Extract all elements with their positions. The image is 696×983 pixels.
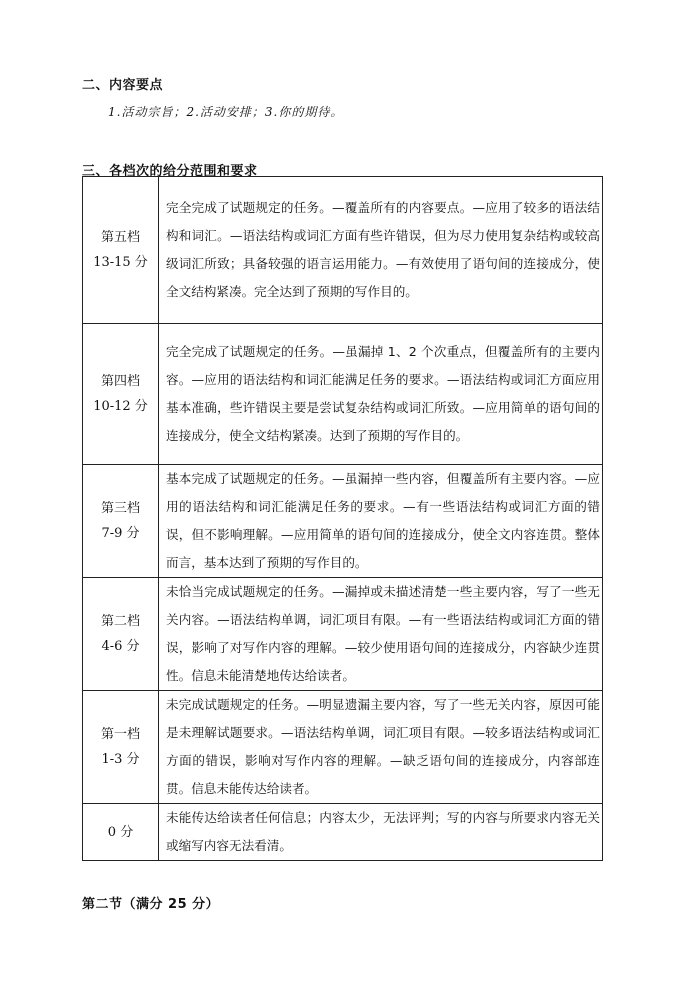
level-name: 第二档	[100, 614, 140, 629]
level-cell	[83, 465, 159, 578]
table-row	[83, 691, 603, 804]
level-cell	[83, 324, 159, 465]
level-name: 第三档	[100, 501, 140, 516]
level-cell	[83, 578, 159, 691]
level-description: 未完成试题规定的任务。—明显遗漏主要内容，写了一些无关内容，原因可能是未理解试题要求。—语法结构单调，词汇项目有限。—较多语法结构或词汇方面的错误，影响对写作内容的理解。—缺乏语句间的连接成分，内容部连贯。信息未能传达给读者。	[159, 691, 603, 804]
level-range: 10-12 分	[93, 399, 148, 414]
level-description: 未能传达给读者任何信息；内容太少，无法评判；写的内容与所要求内容无关或缩写内容无法看清。	[159, 804, 603, 861]
table-row	[83, 177, 603, 324]
table-row	[83, 465, 603, 578]
level-cell	[83, 691, 159, 804]
table-row	[83, 804, 603, 861]
level-cell	[83, 804, 159, 861]
level-range: 13-15 分	[93, 255, 148, 270]
level-description: 完全完成了试题规定的任务。—覆盖所有的内容要点。—应用了较多的语法结构和词汇。—语法结构或词汇方面有些许错误，但为尽力使用复杂结构或较高级词汇所致；具备较强的语言运用能力。—有效使用了语句间的连接成分，使全文结构紧凑。完全达到了预期的写作目的。	[159, 177, 603, 324]
level-cell	[83, 177, 159, 324]
section-heading-part-two: 第二节（满分 25 分）	[82, 897, 220, 912]
level-range: 7-9 分	[101, 526, 140, 541]
table-row	[83, 324, 603, 465]
level-name: 第四档	[100, 374, 140, 389]
level-range: 4-6 分	[101, 639, 140, 654]
level-description: 完全完成了试题规定的任务。—虽漏掉 1、2 个次重点，但覆盖所有的主要内容。—应用的语法结构和词汇能满足任务的要求。—语法结构或词汇方面应用基本准确，些许错误主要是尝试复杂结构或词汇所致。—应用简单的语句间的连接成分，使全文结构紧凑。达到了预期的写作目的。	[159, 324, 603, 465]
level-name: 第五档	[100, 230, 140, 245]
table-row	[83, 578, 603, 691]
level-description: 基本完成了试题规定的任务。—虽漏掉一些内容，但覆盖所有主要内容。—应用的语法结构和词汇能满足任务的要求。—有一些语法结构或词汇方面的错误，但不影响理解。—应用简单的语句间的连接成分，使全文内容连贯。整体而言，基本达到了预期的写作目的。	[159, 465, 603, 578]
level-description: 未恰当完成试题规定的任务。—漏掉或未描述清楚一些主要内容，写了一些无关内容。—语法结构单调，词汇项目有限。—有一些语法结构或词汇方面的错误，影响了对写作内容的理解。—较少使用语句间的连接成分，内容缺少连贯性。信息未能清楚地传达给读者。	[159, 578, 603, 691]
section-heading-scoring-levels: 三、各档次的给分范围和要求	[82, 164, 258, 179]
scoring-rubric-table	[82, 176, 603, 861]
level-name: 第一档	[100, 727, 140, 742]
level-range: 1-3 分	[101, 752, 140, 767]
content-points-text: 1.活动宗旨；2.活动安排；3.你的期待。	[108, 105, 344, 119]
level-name: 0 分	[107, 824, 134, 840]
section-heading-content-points: 二、内容要点	[82, 78, 164, 93]
